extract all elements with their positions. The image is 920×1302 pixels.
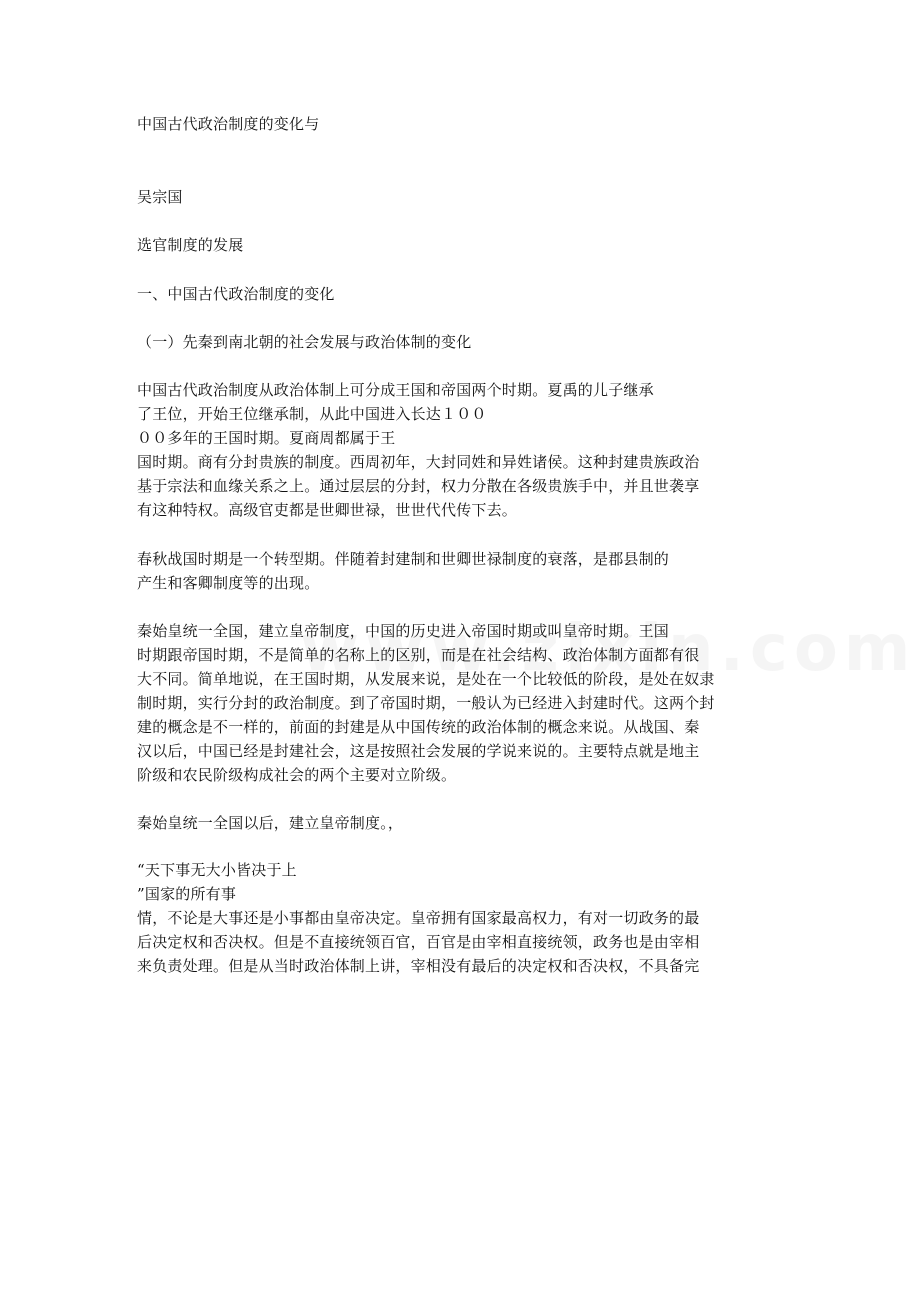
paragraph-line: “天下事无大小皆决于上 bbox=[137, 861, 297, 879]
paragraph-line: 后决定权和否决权。但是不直接统领百官，百官是由宰相直接统领，政务也是由宰相 bbox=[137, 933, 700, 951]
paragraph-line: 秦始皇统一全国以后，建立皇帝制度。， bbox=[137, 814, 404, 832]
paragraph-line: 大不同。简单地说，在王国时期，从发展来说，是处在一个比较低的阶段，是处在奴隶 bbox=[137, 670, 715, 688]
subsection-heading: （一）先秦到南北朝的社会发展与政治体制的变化 bbox=[137, 333, 472, 351]
paragraph-line: 来负责处理。但是从当时政治体制上讲，宰相没有最后的决定权和否决权，不具备完 bbox=[137, 957, 700, 975]
section-heading: 一、中国古代政治制度的变化 bbox=[137, 285, 335, 303]
paragraph-line: 秦始皇统一全国，建立皇帝制度，中国的历史进入帝国时期或叫皇帝时期。王国 bbox=[137, 622, 670, 640]
paragraph-line: 中国古代政治制度从政治体制上可分成王国和帝国两个时期。夏禹的儿子继承 bbox=[137, 381, 654, 399]
document-title: 中国古代政治制度的变化与 bbox=[137, 115, 320, 133]
paragraph-line: 了王位，开始王位继承制，从此中国进入长达１００ bbox=[137, 405, 487, 423]
paragraph-line: 基于宗法和血缘关系之上。通过层层的分封，权力分散在各级贵族手中，并且世袭享 bbox=[137, 477, 700, 495]
paragraph-line: 春秋战国时期是一个转型期。伴随着封建制和世卿世禄制度的衰落，是郡县制的 bbox=[137, 550, 670, 568]
paragraph-line: 制时期，实行分封的政治制度。到了帝国时期，一般认为已经进入封建时代。这两个封 bbox=[137, 694, 715, 712]
paragraph-line: ”国家的所有事 bbox=[137, 885, 237, 903]
paragraph-line: 时期跟帝国时期，不是简单的名称上的区别，而是在社会结构、政治体制方面都有很 bbox=[137, 646, 700, 664]
paragraph-line: ００多年的王国时期。夏商周都属于王 bbox=[137, 429, 396, 447]
paragraph-line: 产生和客卿制度等的出现。 bbox=[137, 574, 320, 592]
author-name: 吴宗国 bbox=[137, 188, 183, 206]
paragraph-line: 有这种特权。高级官吏都是世卿世禄，世世代代传下去。 bbox=[137, 501, 518, 519]
paragraph-line: 建的概念是不一样的，前面的封建是从中国传统的政治体制的概念来说。从战国、秦 bbox=[137, 718, 700, 736]
paragraph-line: 国时期。商有分封贵族的制度。西周初年，大封同姓和异姓诸侯。这种封建贵族政治 bbox=[137, 453, 700, 471]
document-subtitle: 选官制度的发展 bbox=[137, 236, 244, 254]
paragraph-line: 汉以后，中国已经是封建社会，这是按照社会发展的学说来说的。主要特点就是地主 bbox=[137, 742, 700, 760]
paragraph-line: 阶级和农民阶级构成社会的两个主要对立阶级。 bbox=[137, 766, 457, 784]
paragraph-line: 情，不论是大事还是小事都由皇帝决定。皇帝拥有国家最高权力，有对一切政务的最 bbox=[137, 909, 700, 927]
